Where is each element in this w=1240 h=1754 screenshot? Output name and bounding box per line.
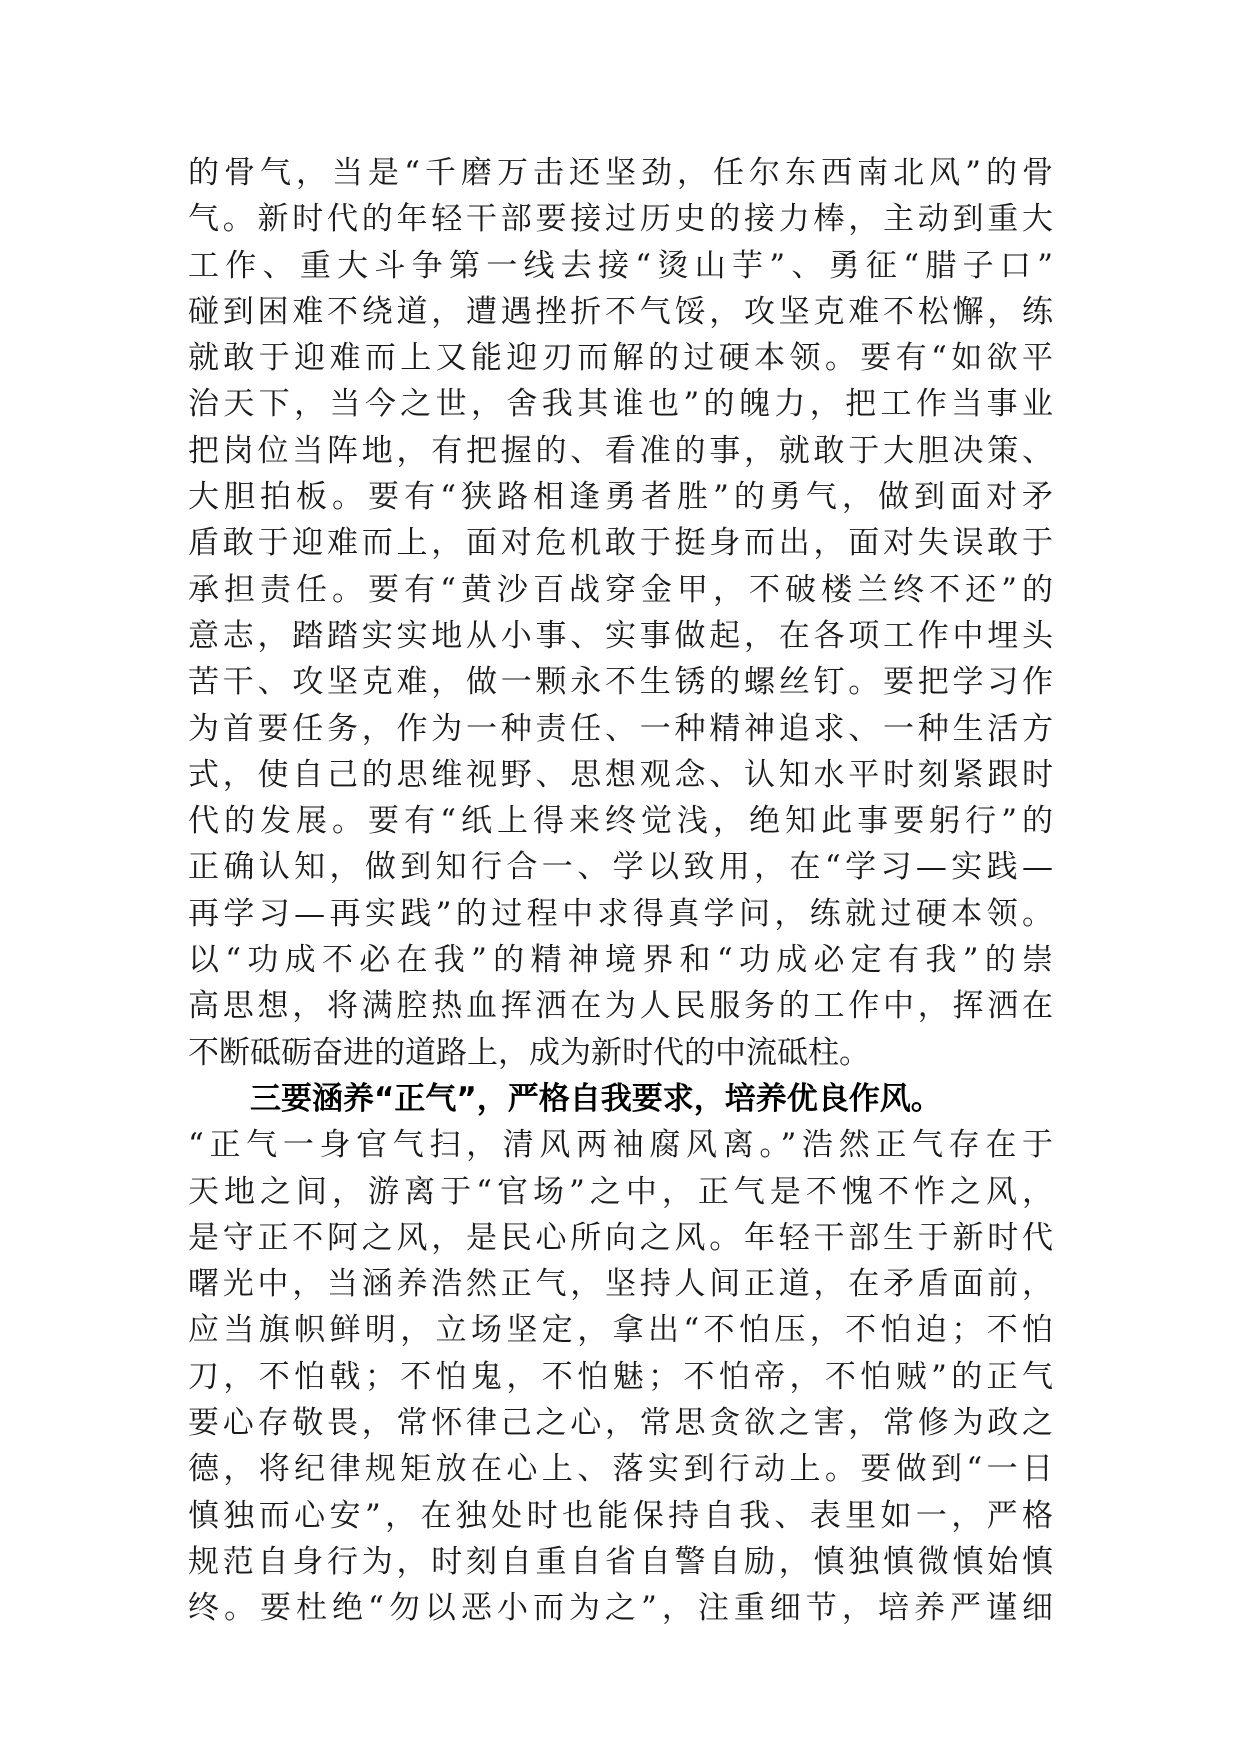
text-line: 不断砥砺奋进的道路上，成为新时代的中流砥柱。 (188, 1034, 870, 1071)
text-line: 的骨气，当是“千磨万击还坚劲，任尔东西南北风”的骨 (188, 155, 1053, 191)
text-line: 德，将纪律规矩放在心上、落实到行动上。要做到“一日 (188, 1451, 1053, 1488)
text-line: 应当旗帜鲜明，立场坚定，拿出“不怕压，不怕迫；不怕 (188, 1312, 1053, 1349)
text-line: 代的发展。要有“纸上得来终觉浅，绝知此事要躬行”的 (188, 803, 1053, 840)
text-line: 就敢于迎难而上又能迎刃而解的过硬本领。要有“如欲平 (188, 340, 1053, 377)
text-line: 慎独而心安”，在独处时也能保持自我、表里如一，严格 (188, 1497, 1053, 1534)
text-line: “正气一身官气扫，清风两袖腐风离。”浩然正气存在于 (188, 1127, 1053, 1164)
text-line: 是守正不阿之风，是民心所向之风。年轻干部生于新时代 (188, 1219, 1053, 1256)
text-line: 苦干、攻坚克难，做一颗永不生锈的螺丝钉。要把学习作 (188, 664, 1053, 701)
text-line: 刀，不怕戟；不怕鬼，不怕魅；不怕帝，不怕贼”的正气 (188, 1358, 1053, 1395)
text-line: 把岗位当阵地，有把握的、看准的事，就敢于大胆决策、 (188, 432, 1053, 469)
text-line: 盾敢于迎难而上，面对危机敢于挺身而出，面对失误敢于 (188, 525, 1053, 562)
text-line: 为首要任务，作为一种责任、一种精神追求、一种生活方 (188, 710, 1053, 747)
text-line: 正确认知，做到知行合一、学以致用，在“学习—实践— (188, 849, 1053, 886)
text-line: 天地之间，游离于“官场”之中，正气是不愧不怍之风， (188, 1173, 1053, 1210)
text-line: 承担责任。要有“黄沙百战穿金甲，不破楼兰终不还”的 (188, 571, 1053, 608)
text-line: 大胆拍板。要有“狭路相逢勇者胜”的勇气，做到面对矛 (188, 479, 1053, 516)
text-line: 工作、重大斗争第一线去接“烫山芋”、勇征“腊子口” (188, 247, 1053, 284)
body-text (188, 150, 1053, 1632)
text-line: 以“功成不必在我”的精神境界和“功成必定有我”的崇 (188, 942, 1053, 979)
text-line: 治天下，当今之世，舍我其谁也”的魄力，把工作当事业 (188, 386, 1053, 423)
text-line: 高思想，将满腔热血挥洒在为人民服务的工作中，挥洒在 (188, 988, 1053, 1025)
text-line: 再学习—再实践”的过程中求得真学问，练就过硬本领。 (188, 895, 1053, 932)
text-line: 规范自身行为，时刻自重自省自警自励，慎独慎微慎始慎 (188, 1543, 1053, 1580)
text-line: 曙光中，当涵养浩然正气，坚持人间正道，在矛盾面前， (188, 1266, 1053, 1303)
text-line: 碰到困难不绕道，遭遇挫折不气馁，攻坚克难不松懈，练 (188, 293, 1053, 330)
text-line: 意志，踏踏实实地从小事、实事做起，在各项工作中埋头 (188, 617, 1053, 654)
text-line: 气。新时代的年轻干部要接过历史的接力棒，主动到重大 (188, 201, 1053, 238)
text-line: 要心存敬畏，常怀律己之心，常思贪欲之害，常修为政之 (188, 1405, 1053, 1442)
text-line: 终。要杜绝“勿以恶小而为之”，注重细节，培养严谨细 (188, 1590, 1053, 1627)
section-heading: 三要涵养“正气”，严格自我要求，培养优良作风。 (250, 1080, 942, 1117)
text-line: 式，使自己的思维视野、思想观念、认知水平时刻紧跟时 (188, 756, 1053, 793)
